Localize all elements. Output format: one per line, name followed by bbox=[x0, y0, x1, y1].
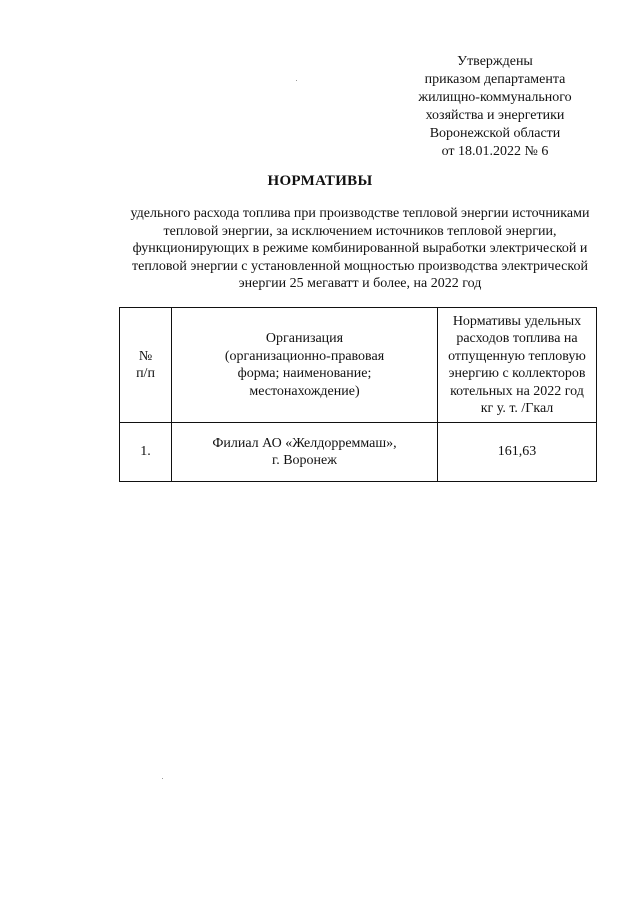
row-number: 1. bbox=[120, 423, 172, 482]
approval-block bbox=[395, 53, 595, 161]
subtitle-line: тепловой энергии с установленной мощностью производства электрической bbox=[132, 258, 588, 274]
header-text: Нормативы удельных bbox=[452, 313, 582, 329]
header-text: № bbox=[138, 348, 153, 364]
header-cell-organization bbox=[172, 308, 438, 423]
document-title: НОРМАТИВЫ bbox=[267, 173, 373, 189]
approval-line: от 18.01.2022 № 6 bbox=[441, 144, 549, 159]
header-text: местонахождение) bbox=[249, 383, 360, 399]
header-text: энергию с коллекторов bbox=[448, 366, 586, 381]
subtitle-line: тепловой энергии, за исключением источников тепловой энергии, bbox=[163, 223, 557, 239]
norms-table bbox=[119, 307, 597, 482]
table-row bbox=[120, 423, 597, 482]
header-text: котельных на 2022 год bbox=[450, 383, 584, 399]
header-cell-norms bbox=[438, 308, 597, 423]
organization-text: г. Воронеж bbox=[272, 453, 337, 468]
header-text: расходов топлива на bbox=[456, 331, 578, 346]
subtitle-line: энергии 25 мегаватт и более, на 2022 год bbox=[238, 276, 482, 291]
subtitle-line: функционирующих в режиме комбинированной выработки электрической и bbox=[132, 241, 588, 256]
header-cell-number bbox=[120, 308, 172, 423]
header-text: Организация bbox=[265, 331, 344, 346]
header-text: п/п bbox=[136, 366, 155, 381]
subtitle-line: удельного расхода топлива при производстве тепловой энергии источниками bbox=[130, 206, 590, 221]
approval-line: Утверждены bbox=[457, 54, 533, 69]
scan-speck bbox=[162, 778, 163, 779]
header-text: отпущенную тепловую bbox=[448, 348, 586, 364]
row-organization bbox=[172, 423, 438, 482]
scan-speck bbox=[296, 80, 297, 81]
header-text: кг у. т. /Гкал bbox=[480, 401, 554, 416]
document-subtitle bbox=[90, 205, 630, 293]
approval-line: Воронежской области bbox=[429, 126, 561, 141]
row-norm-value: 161,63 bbox=[438, 423, 597, 482]
approval-line: жилищно-коммунального bbox=[418, 90, 572, 105]
header-text: форма; наименование; bbox=[237, 366, 372, 381]
approval-line: хозяйства и энергетики bbox=[425, 108, 565, 123]
table-header-row bbox=[120, 308, 597, 423]
approval-line: приказом департамента bbox=[424, 72, 566, 87]
header-text: (организационно-правовая bbox=[224, 348, 385, 364]
organization-text: Филиал АО «Желдорреммаш», bbox=[212, 435, 397, 451]
